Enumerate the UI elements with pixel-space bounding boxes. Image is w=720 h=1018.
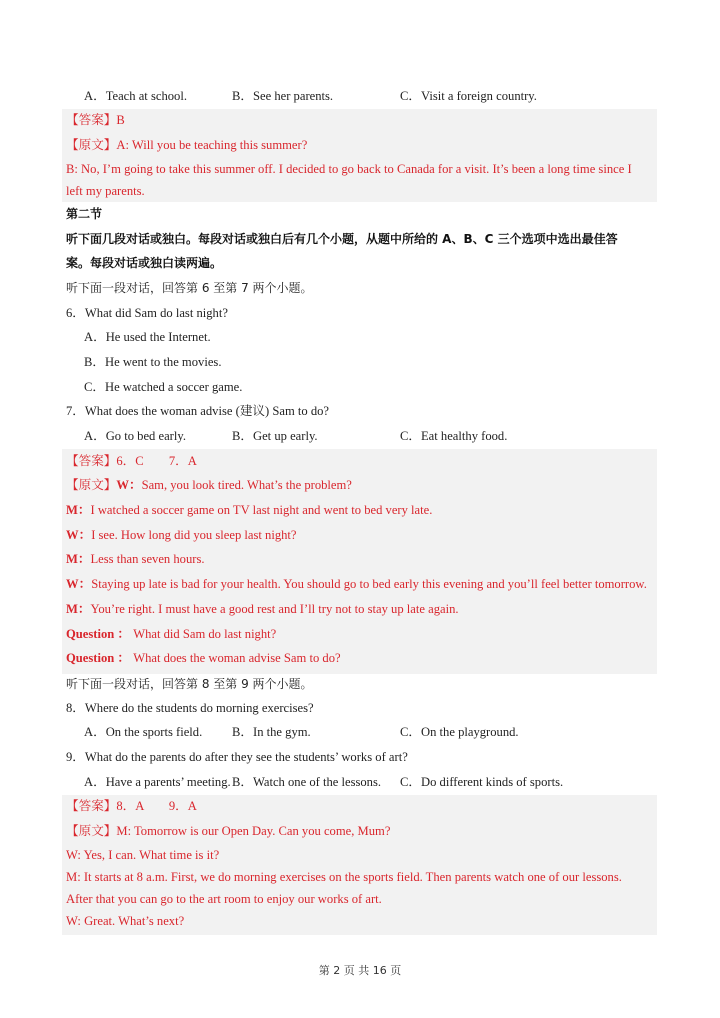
q9-option-c: C．Do different kinds of sports. <box>400 775 564 789</box>
transcript-line: M: It starts at 8 a.m. First, we do morning exercises on the sports field. Then parents watch one of our lessons. <box>66 870 622 884</box>
q7-option-b: B．Get up early. <box>232 429 318 443</box>
q8-option-a: A．On the sports field. <box>84 725 203 739</box>
transcript-question: Question ： What does the woman advise Sam to do? <box>66 651 341 665</box>
transcript-line: M：I watched a soccer game on TV last night and went to bed very late. <box>66 503 433 517</box>
q7-option-c: C．Eat healthy food. <box>400 429 508 443</box>
transcript-line: M：Less than seven hours. <box>66 552 205 566</box>
q5-option-c: C．Visit a foreign country. <box>400 89 537 103</box>
transcript-line: W：I see. How long did you sleep last night? <box>66 528 297 542</box>
q7-option-a: A．Go to bed early. <box>84 429 187 443</box>
transcript-line: left my parents. <box>66 184 145 198</box>
section-instructions: 听下面几段对话或独白。每段对话或独白后有几个小题，从题中所给的 A、B、C 三个选项中选出最佳答 <box>66 232 618 246</box>
answer-line: 【答案】B <box>66 113 125 127</box>
section-title: 第二节 <box>66 207 103 221</box>
question-9-stem: 9．What do the parents do after they see the students’ works of art? <box>66 750 408 764</box>
answer-block-1 <box>62 109 657 202</box>
question-6-stem: 6．What did Sam do last night? <box>66 306 228 320</box>
q9-option-a: A．Have a parents’ meeting. <box>84 775 231 789</box>
q5-option-b: B．See her parents. <box>232 89 334 103</box>
transcript-line: 【原文】M: Tomorrow is our Open Day. Can you come, Mum? <box>66 824 391 838</box>
q8-option-b: B．In the gym. <box>232 725 311 739</box>
q6-option-c: C．He watched a soccer game. <box>84 380 243 394</box>
answer-line: 【答案】6．C 7．A <box>66 454 197 468</box>
transcript-question: Question ： What did Sam do last night? <box>66 627 277 641</box>
transcript-line: W：Staying up late is bad for your health. You should go to bed early this evening and you’ll feel better tomorrow. <box>66 577 647 591</box>
listening-intro: 听下面一段对话，回答第 6 至第 7 两个小题。 <box>66 281 313 295</box>
question-7-stem: 7．What does the woman advise (建议) Sam to do? <box>66 404 330 418</box>
transcript-line: W: Yes, I can. What time is it? <box>66 848 220 862</box>
transcript-line: After that you can go to the art room to enjoy our works of art. <box>66 892 382 906</box>
q6-option-b: B．He went to the movies. <box>84 355 222 369</box>
transcript-line: W: Great. What’s next? <box>66 914 185 928</box>
q9-option-b: B．Watch one of the lessons. <box>232 775 382 789</box>
q6-option-a: A．He used the Internet. <box>84 330 211 344</box>
transcript-line: B: No, I’m going to take this summer off. I decided to go back to Canada for a visit. It’s been a long time since I <box>66 162 632 176</box>
q5-option-a: A．Teach at school. <box>84 89 187 103</box>
q8-option-c: C．On the playground. <box>400 725 519 739</box>
transcript-line: 【原文】A: Will you be teaching this summer? <box>66 138 308 152</box>
transcript-line: 【原文】W：Sam, you look tired. What’s the problem? <box>66 478 352 492</box>
listening-intro: 听下面一段对话，回答第 8 至第 9 两个小题。 <box>66 677 313 691</box>
transcript-line: M：You’re right. I must have a good rest and I’ll try not to stay up late again. <box>66 602 459 616</box>
page-footer: 第 2 页 共 16 页 <box>318 964 402 977</box>
answer-line: 【答案】8．A 9．A <box>66 799 197 813</box>
question-8-stem: 8．Where do the students do morning exercises? <box>66 701 314 715</box>
section-instructions: 案。每段对话或独白读两遍。 <box>66 256 223 270</box>
